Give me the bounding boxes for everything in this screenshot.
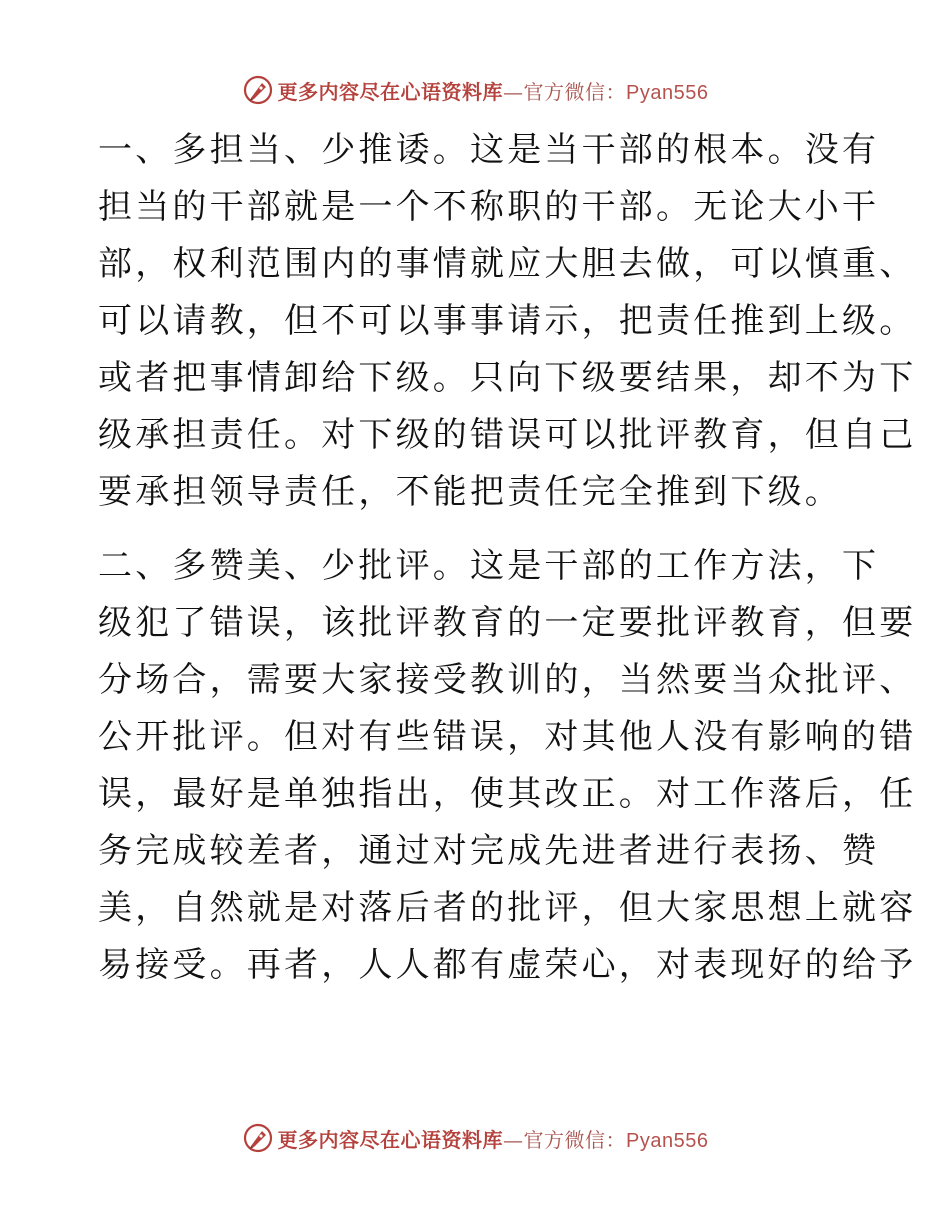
- document-body: [98, 122, 917, 994]
- paragraph-1: [98, 122, 917, 521]
- text-line: 分场合，需要大家接受教训的，当然要当众批评、: [98, 660, 917, 700]
- footer-watermark-text: 更多内容尽在心语资料库—官方微信：Pyan556: [277, 1127, 709, 1152]
- pen-nib-logo-icon: [242, 74, 274, 106]
- text-line: 公开批评。但对有些错误，对其他人没有影响的错: [98, 717, 917, 757]
- text-line: 担当的干部就是一个不称职的干部。无论大小干: [98, 187, 880, 227]
- text-line: 级犯了错误，该批评教育的一定要批评教育，但要: [98, 603, 917, 643]
- text-line: 部，权利范围内的事情就应大胆去做，可以慎重、: [98, 244, 917, 284]
- footer-watermark: [0, 1118, 950, 1158]
- pen-nib-logo-icon: [242, 1122, 274, 1154]
- paragraph-2: [98, 538, 917, 994]
- text-line: 级承担责任。对下级的错误可以批评教育，但自己: [98, 415, 917, 455]
- text-line: 一、多担当、少推诿。这是当干部的根本。没有: [98, 130, 880, 170]
- text-line: 误，最好是单独指出，使其改正。对工作落后，任: [98, 774, 917, 814]
- text-line: 美，自然就是对落后者的批评，但大家思想上就容: [98, 888, 917, 928]
- text-line: 或者把事情卸给下级。只向下级要结果，却不为下: [98, 358, 917, 398]
- text-line: 可以请教，但不可以事事请示，把责任推到上级。: [98, 301, 917, 341]
- text-line: 要承担领导责任，不能把责任完全推到下级。: [98, 472, 842, 512]
- header-watermark-text: 更多内容尽在心语资料库—官方微信：Pyan556: [277, 79, 709, 104]
- text-line: 易接受。再者，人人都有虚荣心，对表现好的给予: [98, 945, 917, 985]
- text-line: 二、多赞美、少批评。这是干部的工作方法，下: [98, 546, 880, 586]
- text-line: 务完成较差者，通过对完成先进者进行表扬、赞: [98, 831, 880, 871]
- header-watermark: [0, 70, 950, 110]
